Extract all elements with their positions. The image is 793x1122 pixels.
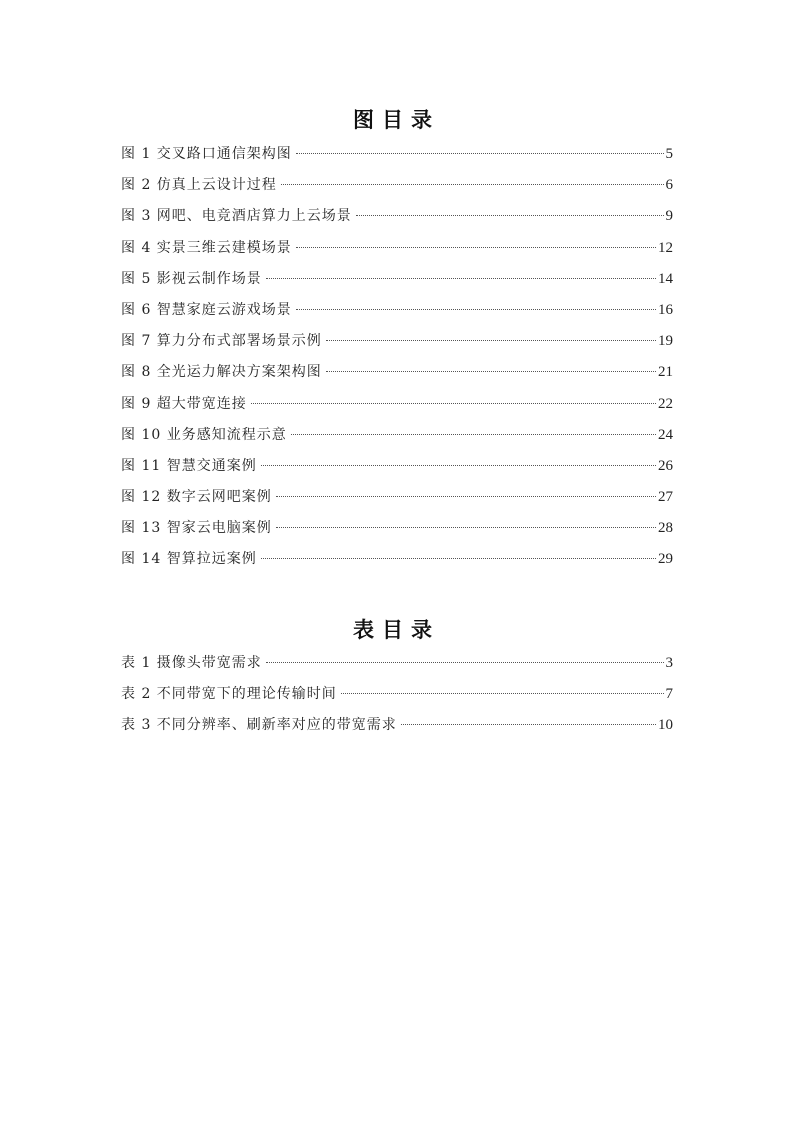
toc-entry-label: 图 7 算力分布式部署场景示例 xyxy=(121,333,322,350)
toc-entry-page: 6 xyxy=(665,177,673,194)
dot-leader xyxy=(281,184,664,185)
dot-leader xyxy=(266,278,656,279)
toc-entry[interactable] xyxy=(121,268,673,299)
toc-entry-page: 3 xyxy=(665,655,673,671)
toc-entry[interactable] xyxy=(121,486,673,517)
dot-leader xyxy=(356,215,664,216)
dot-leader xyxy=(341,693,664,694)
toc-entry-page: 29 xyxy=(658,551,673,568)
dot-leader xyxy=(296,309,656,310)
toc-entry[interactable] xyxy=(121,330,673,361)
toc-entry-label: 图 4 实景三维云建模场景 xyxy=(121,239,292,256)
toc-entry[interactable] xyxy=(121,205,673,236)
toc-entry[interactable] xyxy=(121,143,673,174)
toc-entry[interactable] xyxy=(121,652,673,683)
tables-toc-title: 表目录 xyxy=(353,618,440,642)
toc-entry-label: 图 5 影视云制作场景 xyxy=(121,270,262,287)
toc-entry-page: 16 xyxy=(658,301,673,318)
dot-leader xyxy=(251,403,656,404)
toc-entry-label: 图 11 智慧交通案例 xyxy=(121,457,257,474)
dot-leader xyxy=(296,153,664,154)
tables-toc-list xyxy=(121,652,673,746)
toc-entry[interactable] xyxy=(121,424,673,455)
toc-entry[interactable] xyxy=(121,455,673,486)
toc-entry[interactable] xyxy=(121,517,673,548)
dot-leader xyxy=(266,662,664,663)
toc-entry-page: 12 xyxy=(658,239,673,256)
toc-entry-page: 19 xyxy=(658,333,673,350)
dot-leader xyxy=(326,340,656,341)
toc-entry-label: 图 8 全光运力解决方案架构图 xyxy=(121,364,322,381)
toc-entry-page: 10 xyxy=(658,717,673,734)
figures-toc-title: 图目录 xyxy=(353,108,440,132)
toc-entry-label: 图 3 网吧、电竞酒店算力上云场景 xyxy=(121,208,352,225)
toc-entry-page: 22 xyxy=(658,395,673,412)
toc-entry[interactable] xyxy=(121,237,673,268)
dot-leader xyxy=(296,247,656,248)
dot-leader xyxy=(276,496,656,497)
toc-entry-label: 图 2 仿真上云设计过程 xyxy=(121,177,277,194)
toc-entry[interactable] xyxy=(121,393,673,424)
toc-entry-label: 图 1 交叉路口通信架构图 xyxy=(121,146,292,162)
toc-entry-label: 表 3 不同分辨率、刷新率对应的带宽需求 xyxy=(121,717,397,734)
toc-entry-label: 图 12 数字云网吧案例 xyxy=(121,489,272,506)
toc-entry-page: 14 xyxy=(658,270,673,287)
dot-leader xyxy=(291,434,656,435)
toc-entry[interactable] xyxy=(121,174,673,205)
figures-toc-list xyxy=(121,143,673,580)
dot-leader xyxy=(326,371,656,372)
toc-entry-page: 24 xyxy=(658,426,673,443)
dot-leader xyxy=(401,724,656,725)
toc-entry-label: 图 10 业务感知流程示意 xyxy=(121,426,287,443)
toc-entry-label: 图 9 超大带宽连接 xyxy=(121,395,247,412)
toc-entry-page: 27 xyxy=(658,489,673,506)
toc-entry-page: 28 xyxy=(658,520,673,537)
dot-leader xyxy=(276,527,656,528)
toc-entry-label: 图 14 智算拉远案例 xyxy=(121,551,257,568)
toc-entry-label: 表 2 不同带宽下的理论传输时间 xyxy=(121,686,337,703)
dot-leader xyxy=(261,558,656,559)
toc-entry-page: 9 xyxy=(665,208,673,225)
toc-entry-page: 21 xyxy=(658,364,673,381)
toc-entry-page: 26 xyxy=(658,457,673,474)
toc-entry-label: 图 6 智慧家庭云游戏场景 xyxy=(121,301,292,318)
toc-entry[interactable] xyxy=(121,714,673,745)
toc-entry-page: 7 xyxy=(665,686,673,703)
dot-leader xyxy=(261,465,656,466)
toc-entry-label: 图 13 智家云电脑案例 xyxy=(121,520,272,537)
toc-entry[interactable] xyxy=(121,548,673,579)
toc-entry[interactable] xyxy=(121,683,673,714)
toc-entry-label: 表 1 摄像头带宽需求 xyxy=(121,655,262,671)
toc-entry-page: 5 xyxy=(665,146,673,162)
toc-entry[interactable] xyxy=(121,361,673,392)
toc-entry[interactable] xyxy=(121,299,673,330)
